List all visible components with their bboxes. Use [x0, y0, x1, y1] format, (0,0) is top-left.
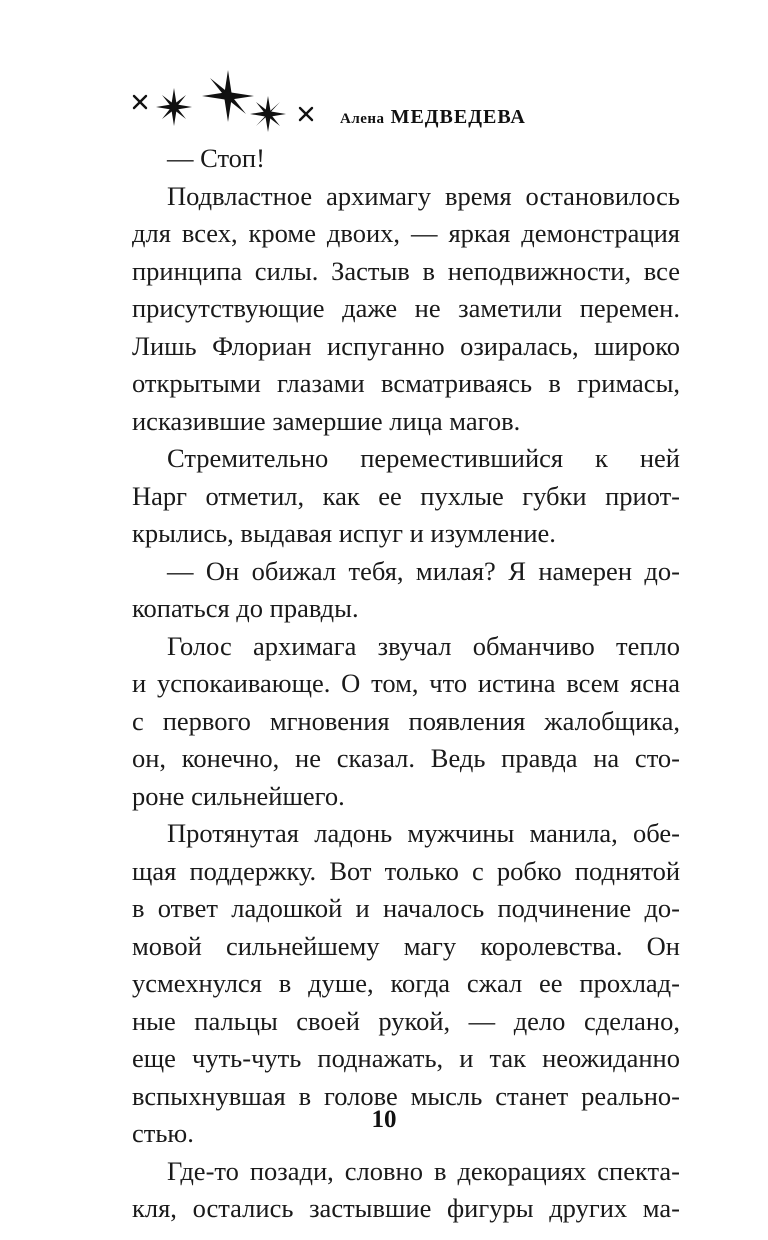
text-line: для всех, кроме двоих, — яркая демонстрация	[132, 218, 680, 248]
text-line: усмехнулся в душе, когда сжал ее прохлад-	[132, 968, 680, 998]
text-line: Где-то позади, словно в декорациях спекта-	[167, 1155, 680, 1186]
author-first-name: Алена	[340, 111, 385, 127]
text-line: стью.	[132, 1118, 194, 1148]
text-line: он, конечно, не сказал. Ведь правда на сто-	[132, 743, 680, 773]
text-line: с первого мгновения появления жалобщика,	[132, 705, 680, 736]
text-line: и успокаивающе. О том, что истина всем ясна	[132, 668, 680, 698]
text-line: роне сильнейшего.	[132, 780, 345, 811]
page-number: 10	[371, 1106, 397, 1133]
text-line: Нарг отметил, как ее пухлые губки приот-	[132, 480, 680, 511]
text-line: Голос архимага звучал обманчиво тепло	[167, 630, 680, 661]
text-line: — Он обижал тебя, милая? Я намерен до-	[167, 555, 680, 586]
text-line: Стремительно переместившийся к ней	[167, 443, 680, 473]
text-line: Подвластное архимагу время остановилось	[167, 180, 680, 211]
text-line: принципа силы. Застыв в неподвижности, все	[132, 255, 680, 286]
text-line: исказившие замершие лица магов.	[132, 405, 521, 436]
text-line: Протянутая ладонь мужчины манила, обе-	[167, 818, 680, 848]
text-line: ные пальцы своей рукой, — дело сделано,	[132, 1005, 680, 1036]
text-line: открытыми глазами всматриваясь в гримасы,	[132, 368, 680, 398]
running-header	[130, 70, 650, 140]
stars-icon	[130, 70, 330, 140]
text-line: крылись, выдавая испуг и изумление.	[132, 518, 556, 548]
text-line: еще чуть-чуть поднажать, и так неожиданно	[132, 1043, 680, 1073]
author-name	[340, 106, 526, 129]
text-line: мовой сильнейшему магу королевства. Он	[132, 930, 680, 961]
author-last-name: МЕДВЕДЕВА	[390, 106, 526, 128]
text-line: копаться до правды.	[132, 593, 359, 623]
text-line: кля, остались застывшие фигуры других ма-	[132, 1193, 680, 1223]
text-line: в ответ ладошкой и началось подчинение до-	[132, 893, 680, 923]
text-line: присутствующие даже не заметили перемен.	[132, 293, 680, 323]
text-line: — Стоп!	[167, 143, 265, 173]
text-line: щая поддержку. Вот только с робко поднятой	[132, 855, 680, 886]
text-line: вспыхнувшая в голове мысль станет реально-	[132, 1080, 680, 1111]
body-text	[132, 140, 680, 1228]
text-line: Лишь Флориан испуганно озиралась, широко	[132, 330, 680, 361]
